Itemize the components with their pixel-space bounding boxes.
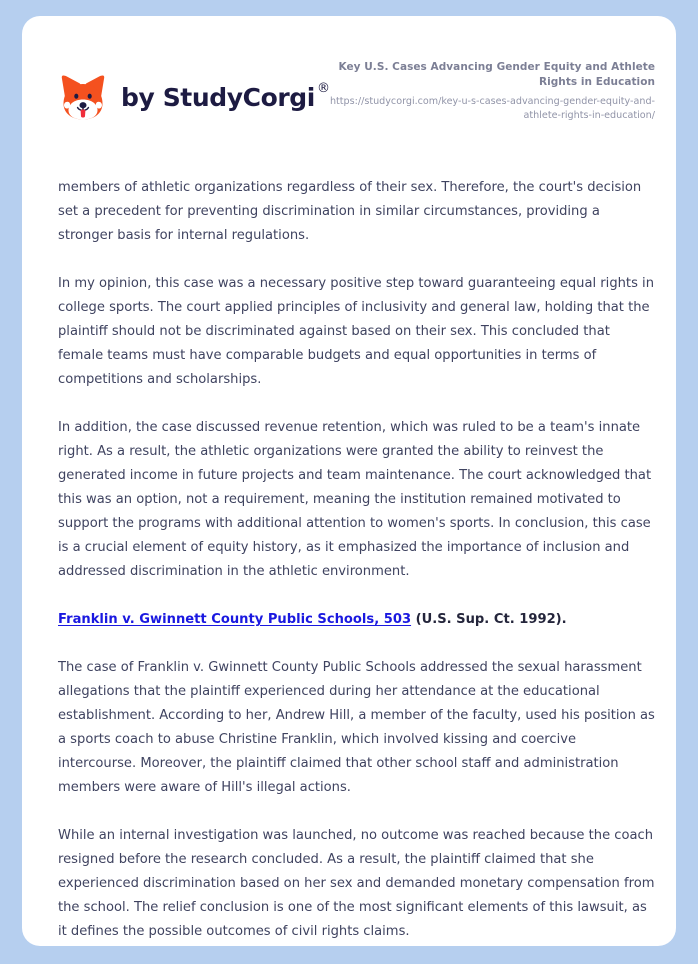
brand-name-text: by StudyCorgi: [121, 82, 315, 112]
corgi-logo-icon: [58, 72, 108, 122]
registered-trademark-icon: ®: [316, 80, 330, 96]
page-title: Key U.S. Cases Advancing Gender Equity and Athlete Rights in Education: [338, 61, 655, 88]
paragraph-1: members of athletic organizations regardless of their sex. Therefore, the court's decision set a precedent for preventing discrimination in similar circumstances, providing a stronger basis for internal regulations.: [58, 180, 642, 243]
paragraph-5: While an internal investigation was launched, no outcome was reached because the coach resigned before the research concluded. As a result, the plaintiff claimed that she experienced discrimination based on her sex and demanded monetary compensation from the school. The relief conclusion is one of the most significant elements of this lawsuit, as it defines the possible outcomes of civil rights claims.: [58, 828, 655, 939]
paragraph-4: The case of Franklin v. Gwinnett County Public Schools addressed the sexual harassment allegations that the plaintiff experienced during her attendance at the educational establishment. According to her, Andrew Hill, a member of the faculty, used his position as a sports coach to abuse Christine Franklin, which involved kissing and coercive intercourse. Moreover, the plaintiff claimed that other school staff and administration members were aware of Hill's illegal actions.: [58, 660, 655, 795]
header-meta: [325, 60, 655, 123]
case-citation-heading: [58, 608, 658, 632]
case-citation-suffix: (U.S. Sup. Ct. 1992).: [411, 612, 567, 627]
page-url[interactable]: https://studycorgi.com/key-u-s-cases-advancing-gender-equity-and-athlete-rights-in-education/: [329, 96, 655, 121]
document-header: [22, 16, 676, 154]
document-body: [58, 176, 658, 944]
paragraph-2: In my opinion, this case was a necessary positive step toward guaranteeing equal rights in college sports. The court applied principles of inclusivity and general law, holding that the plaintiff should not be discriminated against based on their sex. This concluded that female teams must have comparable budgets and equal opportunities in terms of competitions and scholarships.: [58, 276, 654, 387]
document-card: [22, 16, 676, 946]
paragraph-3: In addition, the case discussed revenue retention, which was ruled to be a team's innate right. As a result, the athletic organizations were granted the ability to reinvest the generated income in future projects and team maintenance. The court acknowledged that this was an option, not a requirement, meaning the institution remained motivated to support the programs with additional attention to women's sports. In conclusion, this case is a crucial element of equity history, as it emphasized the importance of inclusion and addressed discrimination in the athletic environment.: [58, 420, 652, 579]
brand-wordmark: [121, 80, 330, 112]
brand-logo[interactable]: [58, 72, 328, 122]
case-citation-link[interactable]: Franklin v. Gwinnett County Public Schools, 503: [58, 612, 412, 627]
